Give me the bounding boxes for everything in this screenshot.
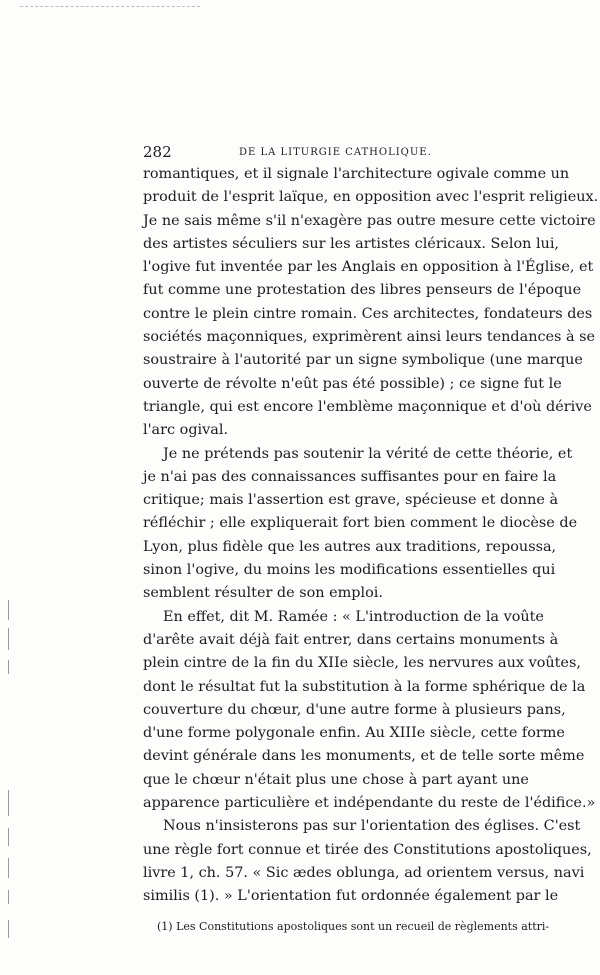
running-head	[143, 143, 528, 161]
text-line: fut comme une protestation des libres penseurs de l'époque	[143, 282, 582, 299]
text-line: Je ne sais même s'il n'exagère pas outre mesure cette victoire	[143, 212, 596, 229]
text-line: l'arc ogival.	[143, 422, 229, 439]
text-line: En effet, dit M. Ramée : « L'introduction de la voûte	[163, 608, 544, 625]
text-line: livre 1, ch. 57. « Sic ædes oblunga, ad orientem versus, navi	[143, 864, 585, 881]
text-line: contre le plein cintre romain. Ces architectes, fondateurs des	[143, 305, 593, 322]
text-line: sociétés maçonniques, exprimèrent ainsi leurs tendances à se	[143, 329, 596, 346]
page-number: 282	[143, 143, 172, 161]
text-line: similis (1). » L'orientation fut ordonnée également par le	[143, 888, 559, 905]
text-line: Je ne prétends pas soutenir la vérité de cette théorie, et	[163, 445, 573, 462]
text-line: Lyon, plus fidèle que les autres aux traditions, repoussa,	[143, 538, 557, 555]
margin-scan-marks	[8, 600, 10, 960]
text-line: l'ogive fut inventée par les Anglais en opposition à l'Église, et	[143, 259, 594, 276]
text-line: couverture du chœur, d'une autre forme à plusieurs pans,	[143, 701, 566, 718]
text-line: je n'ai pas des connaissances suffisantes pour en faire la	[143, 468, 557, 485]
text-line: produit de l'esprit laïque, en opposition avec l'esprit religieux.	[143, 189, 599, 206]
text-line: des artistes séculiers sur les artistes cléricaux. Selon lui,	[143, 235, 560, 252]
text-line: romantiques, et il signale l'architecture ogivale comme un	[143, 166, 570, 182]
text-line: semblent résulter de son emploi.	[143, 585, 383, 602]
text-line: une règle fort connue et tirée des Constitutions apostoliques,	[143, 841, 592, 858]
text-line: critique; mais l'assertion est grave, spécieuse et donne à	[143, 492, 559, 509]
text-line: plein cintre de la fin du XIIe siècle, les nervures aux voûtes,	[143, 655, 581, 672]
running-title: DE LA LITURGIE CATHOLIQUE.	[239, 147, 432, 158]
body-text	[143, 163, 599, 909]
text-line: réfléchir ; elle expliquerait fort bien comment le diocèse de	[143, 515, 578, 532]
top-edge-marks	[20, 6, 200, 9]
book-page	[143, 143, 599, 935]
text-line: d'arête avait déjà fait entrer, dans certains monuments à	[143, 631, 559, 648]
text-line: triangle, qui est encore l'emblème maçonnique et d'où dérive	[143, 398, 592, 415]
text-line: que le chœur n'était plus une chose à part ayant une	[143, 771, 529, 788]
text-line: Nous n'insisterons pas sur l'orientation des églises. C'est	[163, 818, 581, 835]
text-line: devint générale dans les monuments, et de telle sorte même	[143, 748, 585, 765]
text-line: dont le résultat fut la substitution à la forme sphérique de la	[143, 678, 586, 695]
text-line: soustraire à l'autorité par un signe symbolique (une marque	[143, 352, 583, 369]
footnote: (1) Les Constitutions apostoliques sont un recueil de règlements attri-	[157, 919, 550, 933]
text-line: sinon l'ogive, du moins les modifications essentielles qui	[143, 562, 556, 579]
text-line: ouverte de révolte n'eût pas été possible) ; ce signe fut le	[143, 375, 562, 392]
text-line: d'une forme polygonale enfin. Au XIIIe siècle, cette forme	[143, 725, 565, 742]
text-line: apparence particulière et indépendante du reste de l'édifice.»	[143, 795, 596, 812]
